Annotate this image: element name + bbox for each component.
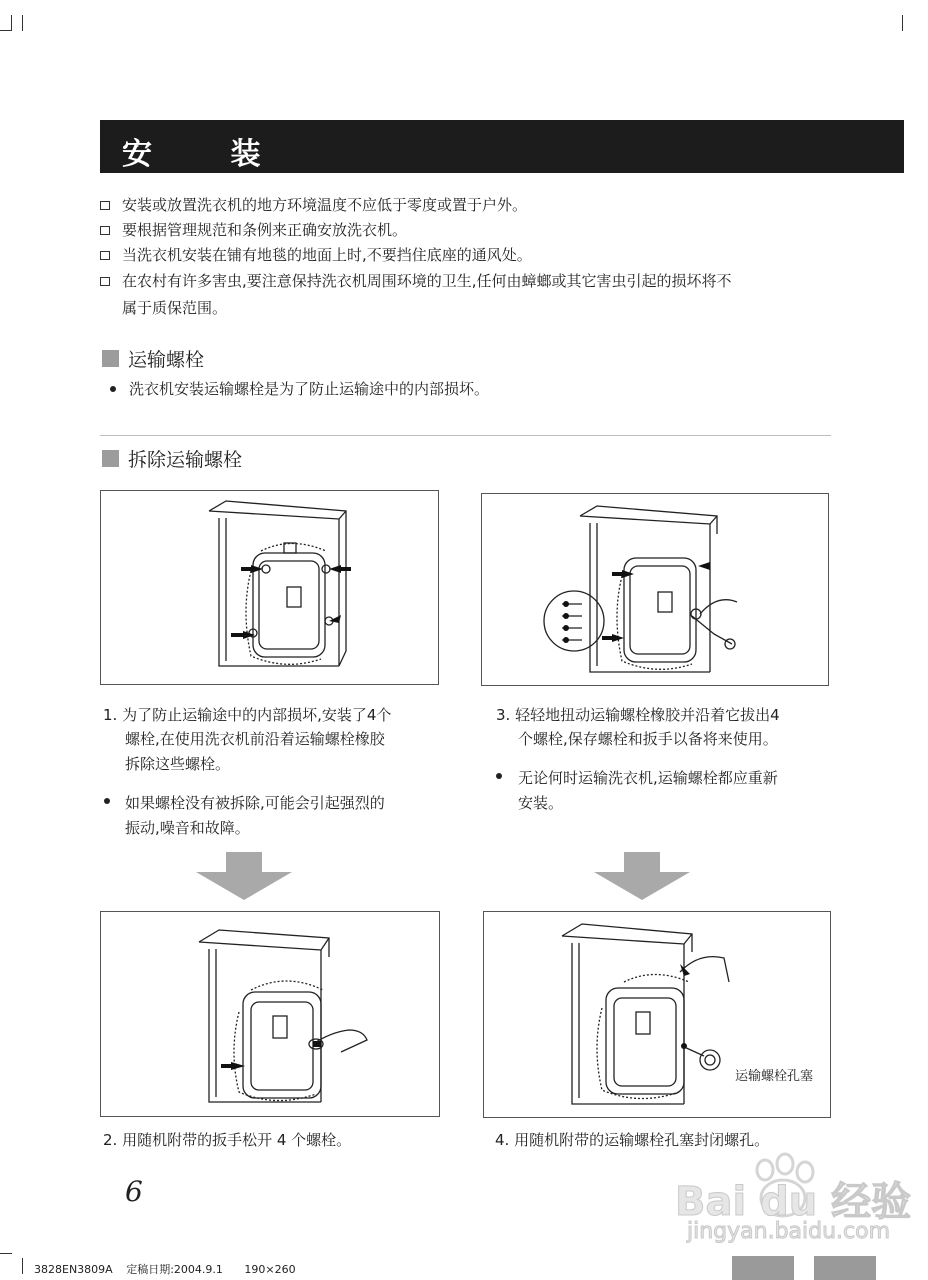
arrow-down-icon [196,852,292,900]
watermark [665,1150,912,1250]
callout-label: 运输螺栓孔塞 [735,1069,814,1084]
checkbox-square-icon [100,251,110,260]
step1-line: 螺栓,在使用洗衣机前沿着运输螺栓橡胶 [125,730,385,748]
watermark-brand: Bai du 经验 [675,1179,912,1225]
bullet-icon [496,773,502,779]
washer-hole-cap-illustration [484,912,830,1117]
registration-block [814,1256,876,1280]
section-square-icon [102,450,119,467]
bullet-icon [110,386,116,392]
footer-size: 190×260 [244,1263,296,1276]
step2-text: 2. 用随机附带的扳手松开 4 个螺栓。 [103,1131,352,1149]
washer-wrench-illustration [101,912,439,1116]
list-item: 安装或放置洗衣机的地方环境温度不应低于零度或置于户外。 [100,193,835,217]
footer-code: 3828EN3809A [34,1263,113,1276]
step3-note: 无论何时运输洗衣机,运输螺栓都应重新 [518,769,778,787]
section-title-bar [100,120,904,173]
page-number: 6 [125,1175,143,1208]
crop-mark [22,1258,23,1274]
crop-mark [22,15,23,31]
step1-note: 如果螺栓没有被拆除,可能会引起强烈的 [125,794,385,812]
footer-line [34,1261,296,1277]
crop-mark [11,15,12,31]
washer-bolt-removal-illustration [482,494,828,685]
step3-line: 个螺栓,保存螺栓和扳手以备将来使用。 [518,730,778,748]
figure-step4 [483,911,831,1118]
crop-mark [0,1253,12,1254]
footer-date: 定稿日期:2004.9.1 [126,1263,223,1276]
figure-step3 [481,493,829,686]
arrow-down-icon [594,852,690,900]
list-item: 在农村有许多害虫,要注意保持洗衣机周围环境的卫生,任何由蟑螂或其它害虫引起的损坏将不 属于质保范围。 [100,269,835,317]
registration-block [732,1256,794,1280]
checkbox-square-icon [100,226,110,235]
divider [100,435,831,436]
checkbox-square-icon [100,201,110,210]
washer-rear-illustration [101,491,438,684]
section-square-icon [102,350,119,367]
figure-step2 [100,911,440,1117]
figure-step1 [100,490,439,685]
step1-line: 1. 为了防止运输途中的内部损坏,安装了4个 [103,706,392,724]
crop-mark [902,15,903,31]
step3-line: 3. 轻轻地扭动运输螺栓橡胶并沿着它拔出4 [496,706,780,724]
bullet-icon [104,798,110,804]
list-item: 当洗衣机安装在铺有地毯的地面上时,不要挡住底座的通风处。 [100,243,835,267]
step1-line: 拆除这些螺栓。 [125,755,231,773]
page-title: 安 装 [122,137,295,172]
step4-text: 4. 用随机附带的运输螺栓孔塞封闭螺孔。 [495,1131,770,1149]
checkbox-square-icon [100,277,110,286]
list-item: 要根据管理规范和条例来正确安放洗衣机。 [100,218,835,242]
step3-note: 安装。 [518,794,564,812]
watermark-url: jingyan.baidu.com [687,1219,891,1244]
transport-bullet-text: 洗衣机安装运输螺栓是为了防止运输途中的内部损坏。 [129,380,490,398]
step1-note: 振动,噪音和故障。 [125,819,250,837]
